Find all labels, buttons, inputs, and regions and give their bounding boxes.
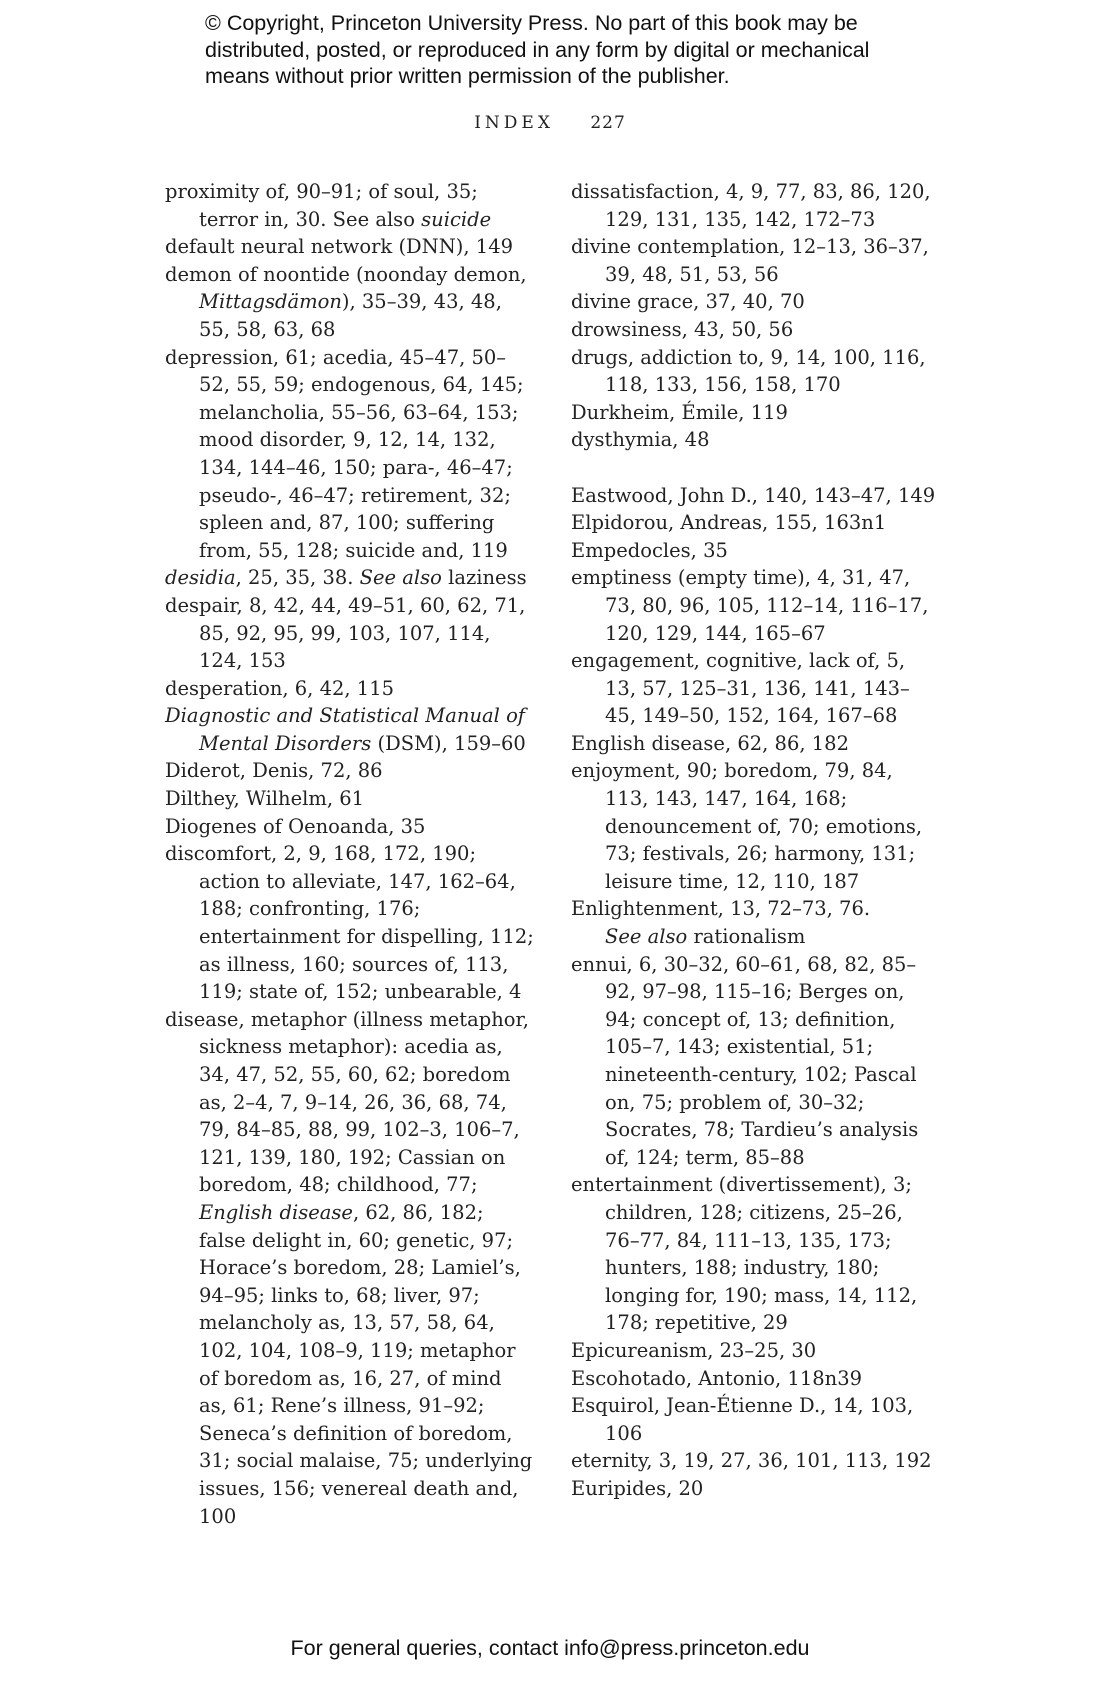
index-entry-text: divine contemplation, 12–13, 36–37, 39, 48, 51, 53, 56 [571, 235, 929, 286]
index-entry [571, 1392, 937, 1447]
page-number: 227 [590, 113, 626, 133]
index-entry [571, 1475, 937, 1503]
index-column-left [165, 178, 535, 1530]
index-entry [571, 1365, 937, 1393]
index-entry-text: dysthymia, 48 [571, 428, 710, 452]
index-entry [165, 757, 535, 785]
index-entry [571, 1447, 937, 1475]
index-entry-text: Elpidorou, Andreas, 155, 163n1 [571, 511, 887, 535]
index-entry-text: Diogenes of Oenoanda, 35 [165, 814, 426, 838]
index-entry-text: proximity of, 90–91; of soul, 35; terror in, 30. See also [165, 180, 478, 231]
index-entry [165, 840, 535, 1006]
index-entry-text: Empedocles, 35 [571, 538, 728, 562]
index-entry-italic-text: Diagnostic and Statistical Manual of Mental Disorders [165, 704, 526, 755]
index-entry-text: Diderot, Denis, 72, 86 [165, 759, 383, 783]
index-entry [571, 288, 937, 316]
index-entry [571, 399, 937, 427]
index-entry-text: Euripides, 20 [571, 1476, 704, 1500]
index-entry-text: , 25, 35, 38. [235, 566, 360, 590]
index-entry [571, 1171, 937, 1337]
index-entry-text: laziness [441, 566, 527, 590]
index-entry [571, 757, 937, 895]
index-entry-text: default neural network (DNN), 149 [165, 235, 514, 259]
index-entry [165, 702, 535, 757]
index-entry-text: despair, 8, 42, 44, 49–51, 60, 62, 71, 85, 92, 95, 99, 103, 107, 114, 124, 153 [165, 593, 526, 673]
index-entry [165, 785, 535, 813]
index-entry [571, 1337, 937, 1365]
index-entry [571, 482, 937, 510]
index-entry-text: dissatisfaction, 4, 9, 77, 83, 86, 120, 129, 131, 135, 142, 172–73 [571, 180, 931, 231]
index-entry-text: entertainment (divertissement), 3; children, 128; citizens, 25–26, 76–77, 84, 111–13, 135, 173; hunters, 188; industry, 180; longing for, 190; mass, 14, 112, 178; repetitive, 29 [571, 1173, 918, 1335]
index-entry [165, 344, 535, 565]
index-entry-italic-text: See also [359, 566, 442, 590]
index-entry-text: discomfort, 2, 9, 168, 172, 190; action to alleviate, 147, 162–64, 188; confronting, 176; entertainment for dispelling, 112; as illness, 160; sources of, 113, 119; state of, 152; unbearable, 4 [165, 842, 534, 1004]
index-entry [571, 178, 937, 233]
index-entry-text: Dilthey, Wilhelm, 61 [165, 787, 365, 811]
index-entry [571, 426, 937, 454]
index-entry-text: drugs, addiction to, 9, 14, 100, 116, 118, 133, 156, 158, 170 [571, 345, 926, 397]
index-entry [571, 647, 937, 730]
index-entry-italic-text: suicide [421, 207, 492, 231]
index-entry-text: disease, metaphor (illness metaphor, sickness metaphor): acedia as, 34, 47, 52, 55, 60, 62; boredom as, 2–4, 7, 9–14, 26, 36, 68, 74, 79, 84–85, 88, 99, 102–3, 106–7, 121, 139, 180, 192; Cassian on boredom, 48; childhood, 77; [165, 1007, 529, 1197]
index-entry-italic-text: desidia [165, 566, 236, 590]
index-entry [165, 813, 535, 841]
index-entry-text: desperation, 6, 42, 115 [165, 676, 395, 700]
index-entry-text: emptiness (empty time), 4, 31, 47, 73, 80, 96, 105, 112–14, 116–17, 120, 129, 144, 165–67 [571, 566, 929, 645]
index-entry-text: divine grace, 37, 40, 70 [571, 290, 805, 314]
index-entry-text: Esquirol, Jean-Étienne D., 14, 103, 106 [571, 1394, 914, 1445]
index-entry [571, 344, 937, 399]
index-entry-text: depression, 61; acedia, 45–47, 50–52, 55, 59; endogenous, 64, 145; melancholia, 55–56, 63–64, 153; mood disorder, 9, 12, 14, 132, 134, 144–46, 150; para-, 46–47; pseudo-, 46–47; retirement, 32; spleen and, 87, 100; suffering from, 55, 128; suicide and, 119 [165, 345, 524, 562]
index-entry-italic-text: Mittagsdämon [199, 290, 342, 314]
index-entry-text: English disease, 62, 86, 182 [571, 731, 849, 755]
index-entry [165, 564, 535, 592]
index-entry [571, 509, 937, 537]
index-entry-italic-text: English disease [199, 1200, 353, 1224]
index-entry-text: drowsiness, 43, 50, 56 [571, 317, 794, 341]
letter-section-gap [571, 454, 937, 482]
index-entry [571, 537, 937, 565]
index-entry [165, 233, 535, 261]
index-entry-text: Eastwood, John D., 140, 143–47, 149 [571, 483, 936, 507]
index-entry [165, 1006, 535, 1530]
index-entry-text: Epicureanism, 23–25, 30 [571, 1338, 817, 1362]
index-entry [571, 233, 937, 288]
index-entry [571, 316, 937, 344]
index-entry-text: (DSM), 159–60 [371, 731, 526, 755]
index-entry-text: rationalism [687, 925, 806, 949]
index-entry [165, 592, 535, 675]
index-entry [165, 178, 535, 233]
index-entry [571, 564, 937, 647]
index-entry [571, 730, 937, 758]
index-entry-text: Durkheim, Émile, 119 [571, 400, 788, 424]
index-entry [165, 675, 535, 703]
index-entry-text: Escohotado, Antonio, 118n39 [571, 1366, 863, 1390]
index-entry-text: ), 35–39, 43, 48, 55, 58, 63, 68 [199, 290, 502, 341]
index-entry-text: , 62, 86, 182; false delight in, 60; genetic, 97; Horace’s boredom, 28; Lamiel’s, 94–95; links to, 68; liver, 97; melancholy as, 13, 57, 58, 64, 102, 104, 108–9, 119; metaphor of boredom as, 16, 27, of mind as, 61; Rene’s illness, 91–92; Seneca’s definition of boredom, 31; social malaise, 75; underlying issues, 156; venereal death and, 100 [199, 1200, 533, 1528]
index-entry [165, 261, 535, 344]
index-column-right [571, 178, 937, 1503]
index-entry-text: Enlightenment, 13, 72–73, 76. [571, 897, 871, 921]
copyright-notice: © Copyright, Princeton University Press. No part of this book may be distributed, posted, or reproduced in any form by digital or mechanical means without prior written permission of the publisher. [205, 11, 870, 88]
index-entry [571, 923, 937, 951]
index-entry [571, 895, 937, 923]
index-entry-text: eternity, 3, 19, 27, 36, 101, 113, 192 [571, 1449, 932, 1473]
running-head-title: INDEX [474, 113, 554, 133]
index-entry-text: enjoyment, 90; boredom, 79, 84, 113, 143, 147, 164, 168; denouncement of, 70; emotions, 73; festivals, 26; harmony, 131; leisure time, 12, 110, 187 [571, 759, 923, 893]
index-entry-text: engagement, cognitive, lack of, 5, 13, 57, 125–31, 136, 141, 143–45, 149–50, 152, 164, 167–68 [571, 649, 910, 728]
running-head [0, 113, 1100, 133]
index-entry-italic-text: See also [605, 925, 688, 949]
footer-contact: For general queries, contact info@press.princeton.edu [290, 1636, 810, 1660]
index-entry-text: demon of noontide (noonday demon, [165, 262, 527, 286]
index-entry-text: ennui, 6, 30–32, 60–61, 68, 82, 85–92, 97–98, 115–16; Berges on, 94; concept of, 13; definition, 105–7, 143; existential, 51; nineteenth-century, 102; Pascal on, 75; problem of, 30–32; Socrates, 78; Tardieu’s analysis of, 124; term, 85–88 [571, 952, 919, 1169]
index-entry [571, 951, 937, 1172]
